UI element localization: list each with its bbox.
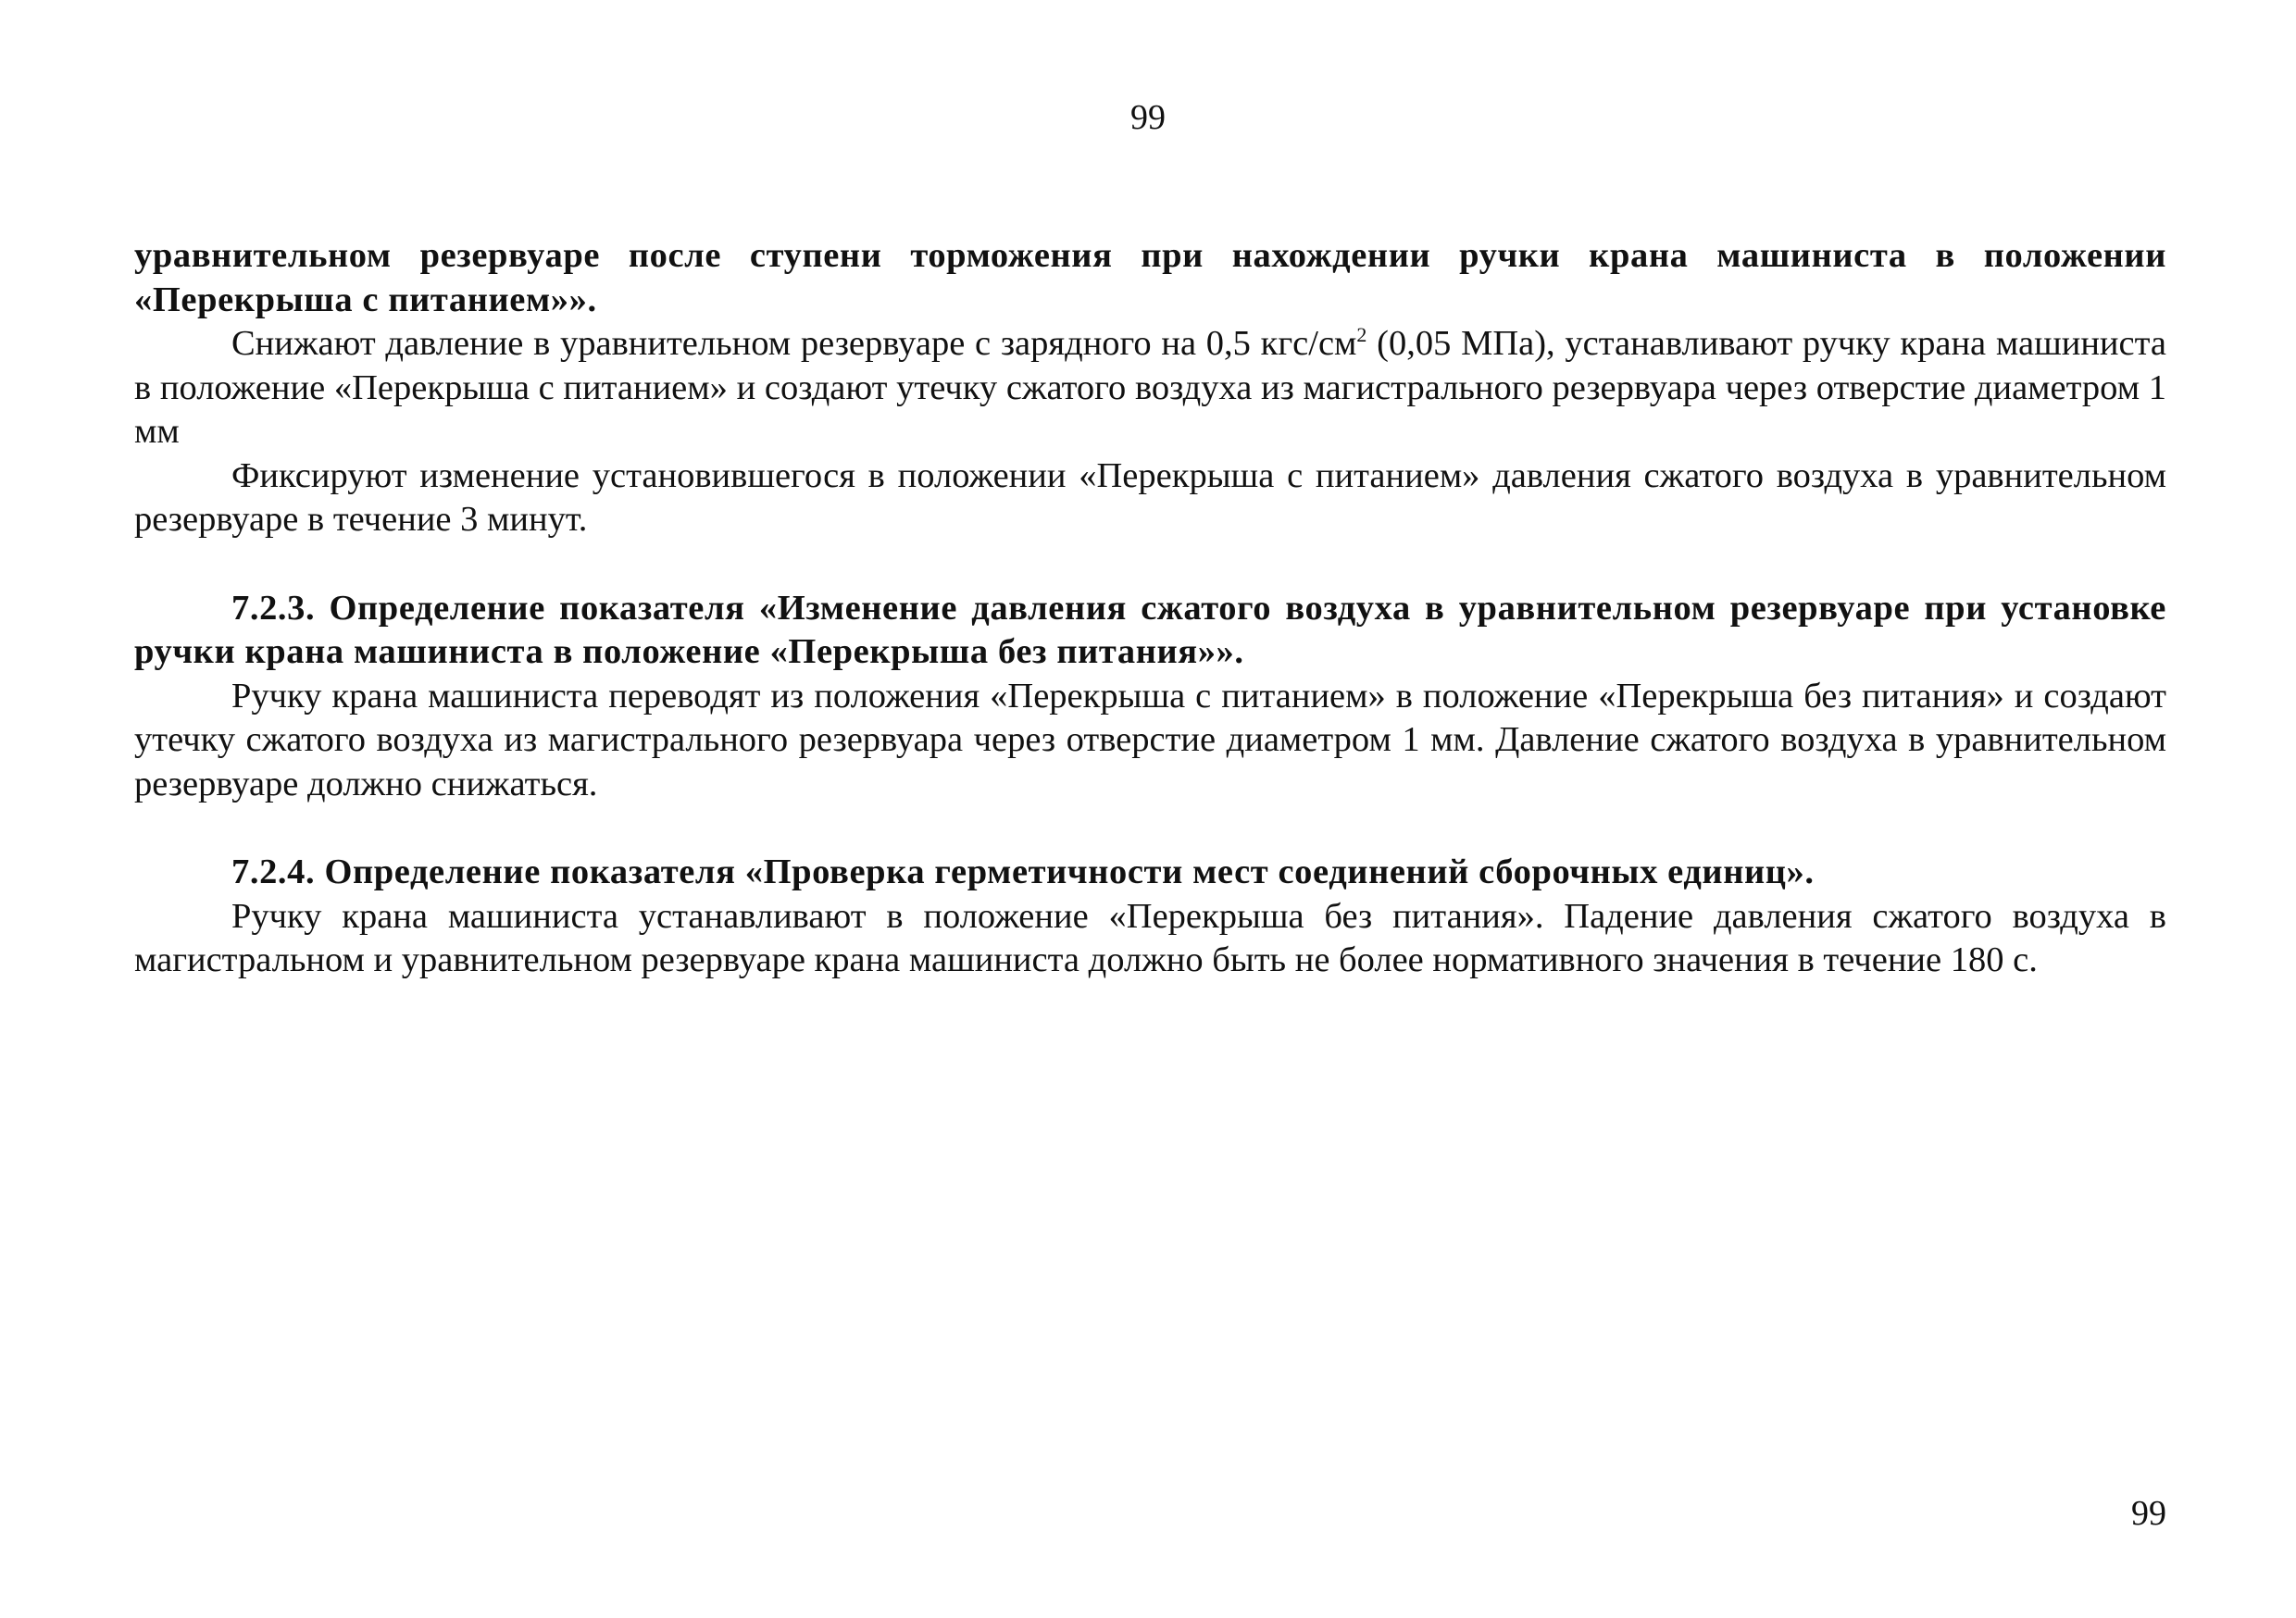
paragraph-text: (0,05 МПа), устанавливают ручку крана машиниста в положение «Перекрыша с питанием» и создают утечку сжатого воздуха из магистрального резервуара через отверстие диаметром 1 мм — [134, 324, 2167, 451]
superscript: 2 — [1356, 323, 1367, 346]
spacer — [134, 542, 2166, 587]
paragraph-text: Снижают давление в уравнительном резервуаре с зарядного на 0,5 кгс/см — [231, 324, 1357, 363]
spacer — [134, 806, 2166, 851]
section-7-2-3-heading: 7.2.3. Определение показателя «Изменение давления сжатого воздуха в уравнительном резервуаре при установке ручки крана машиниста в положение «Перекрыша без питания»». — [134, 588, 2166, 671]
continuation-heading: уравнительном резервуаре после ступени торможения при нахождении ручки крана машиниста в положении «Перекрыша с питанием»». — [134, 236, 2166, 319]
page-number-top: 99 — [1130, 98, 1166, 137]
document-body — [134, 234, 2166, 983]
section-7-2-4-paragraph: Ручку крана машиниста устанавливают в положение «Перекрыша без питания». Падение давления сжатого воздуха в магистральном и уравнительном резервуаре крана машиниста должно быть не более нормативного значения в течение 180 с. — [134, 896, 2166, 979]
continuation-paragraph-2: Фиксируют изменение установившегося в положении «Перекрыша с питанием» давления сжатого воздуха в уравнительном резервуаре в течение 3 минут. — [134, 455, 2166, 539]
section-7-2-3-paragraph: Ручку крана машиниста переводят из положения «Перекрыша с питанием» в положение «Перекрыша без питания» и создают утечку сжатого воздуха из магистрального резервуара через отверстие диаметром 1 мм. Давление сжатого воздуха в уравнительном резервуаре должно снижаться. — [134, 676, 2166, 803]
section-7-2-4-heading: 7.2.4. Определение показателя «Проверка герметичности мест соединений сборочных единиц». — [231, 853, 1815, 891]
continuation-paragraph-1 — [134, 322, 2166, 454]
page-number-bottom: 99 — [2131, 1494, 2166, 1533]
